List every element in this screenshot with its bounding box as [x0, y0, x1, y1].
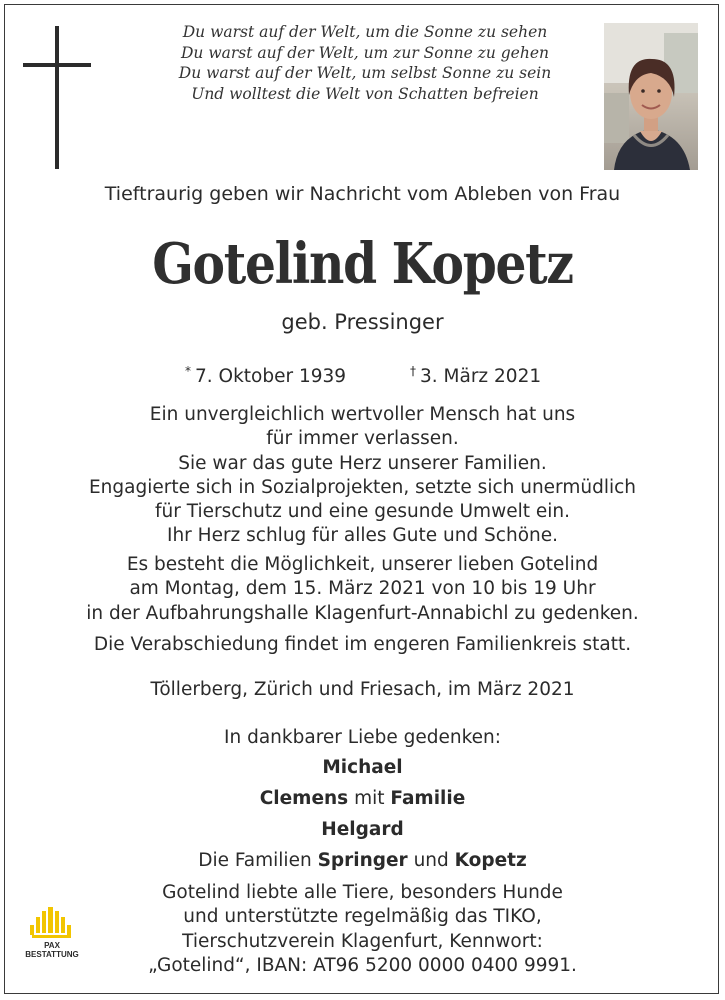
- mourners-intro: In dankbarer Liebe gedenken:: [224, 727, 501, 748]
- mourner-name: Kopetz: [454, 850, 527, 871]
- donation-line: „Gotelind“, IBAN: AT96 5200 0000 0400 9991.: [148, 954, 577, 976]
- death-date: [410, 359, 541, 389]
- viewing-text: [0, 553, 725, 626]
- mourner-name: Familie: [390, 788, 466, 809]
- donation-line: Gotelind liebte alle Tiere, besonders Hunde: [162, 882, 563, 903]
- mourner-michael: [0, 756, 725, 780]
- poem: [160, 22, 570, 104]
- poem-line: Und wolltest die Welt von Schatten befreien: [191, 84, 539, 103]
- farewell-text: Die Verabschiedung findet im engeren Familienkreis statt.: [93, 634, 632, 655]
- maiden-name: geb. Pressinger: [281, 310, 444, 334]
- poem-line: Du warst auf der Welt, um zur Sonne zu gehen: [181, 43, 549, 62]
- mourner-families: Die Familien Springer und Kopetz: [198, 850, 527, 871]
- viewing-line: am Montag, dem 15. März 2021 von 10 bis 19 Uhr: [129, 578, 596, 600]
- poem-line: Du warst auf der Welt, um selbst Sonne zu sein: [178, 64, 552, 82]
- tribute-line: für immer verlassen.: [266, 428, 459, 450]
- viewing-line: Es besteht die Möglichkeit, unserer lieben Gotelind: [126, 554, 599, 575]
- tribute-text: [0, 403, 725, 549]
- mourner-name: Springer: [317, 850, 408, 871]
- death-symbol: †: [410, 364, 416, 378]
- portrait-photo: [604, 23, 698, 170]
- tribute-line: Engagierte sich in Sozialprojekten, setzte sich unermüdlich: [88, 476, 637, 498]
- donation-line: und unterstützte regelmäßig das TIKO,: [183, 906, 542, 928]
- donation-line: Tierschutzverein Klagenfurt, Kennwort:: [182, 930, 543, 952]
- tribute-line: Ein unvergleichlich wertvoller Mensch hat uns: [149, 404, 576, 425]
- tribute-line: für Tierschutz und eine gesunde Umwelt ein.: [155, 501, 570, 523]
- birth-symbol: *: [185, 364, 191, 378]
- death-date-text: 3. März 2021: [420, 366, 542, 387]
- mourner-name: Michael: [322, 757, 403, 778]
- mourner-helgard: [0, 818, 725, 842]
- pax-logo-icon: [22, 903, 82, 973]
- deceased-name: Gotelind Kopetz: [152, 231, 573, 297]
- tribute-line: Ihr Herz schlug für alles Gute und Schöne.: [166, 525, 559, 547]
- logo-text-pax: PAX: [44, 941, 60, 950]
- viewing-line: in der Aufbahrungshalle Klagenfurt-Annabichl zu gedenken.: [86, 602, 639, 624]
- announcement: Tieftraurig geben wir Nachricht vom Ableben von Frau: [104, 183, 621, 205]
- tribute-line: Sie war das gute Herz unserer Familien.: [178, 452, 547, 474]
- mourner-name: Helgard: [321, 819, 404, 840]
- poem-line: Du warst auf der Welt, um die Sonne zu sehen: [182, 23, 548, 41]
- birth-date: [185, 359, 346, 389]
- donation-text: [0, 881, 725, 978]
- mourner-name: Clemens: [259, 788, 349, 809]
- place-date: Töllerberg, Zürich und Friesach, im März 2021: [150, 679, 575, 700]
- mourner-clemens: Clemens mit Familie: [259, 788, 466, 809]
- birth-date-text: 7. Oktober 1939: [195, 366, 347, 387]
- logo-text-bestattung: BESTATTUNG: [25, 950, 79, 959]
